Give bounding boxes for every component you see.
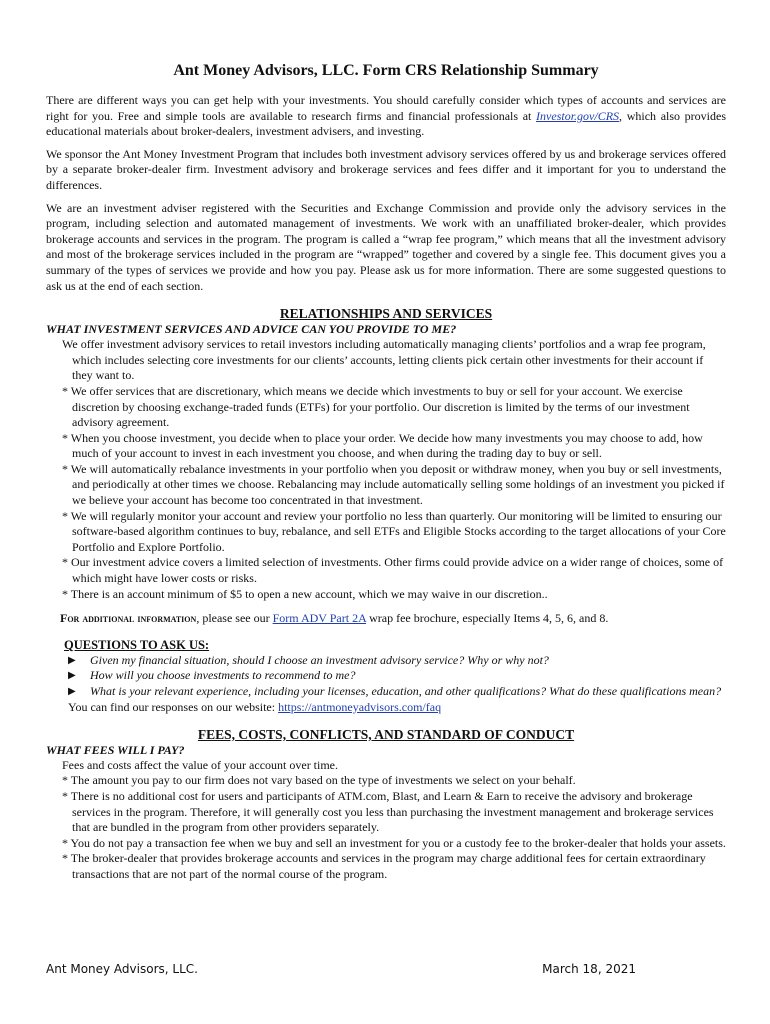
question-text: Given my financial situation, should I choose an investment advisory service? Why or why not? [90, 653, 549, 668]
investor-gov-link[interactable]: Investor.gov/CRS [536, 108, 620, 123]
services-item: We offer investment advisory services to retail investors including automatically managing clients’ portfolios and a wrap fee program, which includes selecting core investments for our clients’ accounts, letting clients pick certain other investments for their account if they want to. [62, 337, 706, 383]
fees-item: * The amount you pay to our firm does not vary based on the type of investments we select on your behalf. [62, 773, 576, 788]
question-item [68, 684, 726, 699]
services-subheading: WHAT INVESTMENT SERVICES AND ADVICE CAN YOU PROVIDE TO ME? [46, 322, 457, 337]
triangle-bullet-icon: ▶ [68, 655, 76, 667]
fees-subheading: WHAT FEES WILL I PAY? [46, 742, 185, 757]
intro-p1-text: There are different ways you can get help with your investments. You should carefully consider which types of accounts and services are right for you. Free and simple tools are available to research firms and financial professionals at [46, 93, 726, 123]
triangle-bullet-icon: ▶ [68, 670, 76, 682]
footer-date: March 18, 2021 [542, 962, 636, 976]
relationships-heading: RELATIONSHIPS AND SERVICES [279, 306, 493, 322]
additional-information [60, 611, 726, 626]
triangle-bullet-icon: ▶ [68, 685, 76, 697]
services-item: * There is an account minimum of $5 to open a new account, which we may waive in our discretion.. [62, 586, 548, 601]
fees-item: * You do not pay a transaction fee when we buy and sell an investment for you or a custody fee to the broker-dealer that holds your assets. [62, 835, 726, 850]
document-page [46, 62, 726, 883]
fees-heading: FEES, COSTS, CONFLICTS, AND STANDARD OF CONDUCT [197, 726, 575, 742]
faq-link[interactable]: https://antmoneyadvisors.com/faq [278, 699, 442, 714]
intro-paragraph-1 [46, 93, 726, 140]
question-item [68, 653, 726, 668]
services-item: * We offer services that are discretionary, which means we decide which investments to buy or sell for your account. We exercise discretion by choosing exchange-traded funds (ETFs) for your portfolio. Our discretion is limited by the terms of our investment advisory agreement. [62, 383, 690, 430]
intro-paragraph-3: We are an investment adviser registered with the Securities and Exchange Commission and provide only the advisory services in the program, including selection and automated management of investments. We work with an unaffiliated broker-dealer, which provides brokerage accounts and services in the program. The program is called a “wrap fee program,” which means that all the investment advisory and most of the brokerage services included in the program are “wrapped” together and covered by a single fee. This document gives you a summary of the types of services we provide and how you pay. Please ask us for more information. There are some suggested questions to ask us at the end of each section. [46, 200, 726, 293]
services-item: * We will regularly monitor your account and review your portfolio no less than quarterly. Our monitoring will be limited to ensuring our software-based algorithm continues to buy, rebalance, and sell ETFs and Eligible Stocks according to the target allocations of your Core Portfolio and Explore Portfolio. [62, 508, 726, 554]
additional-text: , please see our [196, 611, 273, 626]
question-text: How will you choose investments to recommend to me? [90, 668, 356, 683]
question-text: What is your relevant experience, including your licenses, education, and other qualifications? What do these qualifications mean? [90, 683, 722, 698]
question-item [68, 668, 726, 683]
additional-information-label: For additional information [60, 611, 197, 626]
questions-heading: QUESTIONS TO ASK US: [64, 638, 210, 653]
intro-paragraph-2: We sponsor the Ant Money Investment Program that includes both investment advisory services offered by us and brokerage services offered by a separate broker-dealer firm. Investment advisory and brokerage services and fees differ and it important for you to understand the differences. [46, 146, 726, 192]
services-item: * When you choose investment, you decide when to place your order. We decide how many investments you may choose to add, how much of your account to invest in each investment you choose, and when during the trading day to buy or sell. [62, 430, 703, 461]
faq-text: You can find our responses on our website: [68, 699, 279, 714]
fees-item: * There is no additional cost for users and participants of ATM.com, Blast, and Learn & Earn to receive the advisory and brokerage services in the program. Therefore, it will generally cost you less than purchasing the investment management and brokerage services that are bundled in the program from other providers separately. [62, 789, 714, 835]
services-item: * Our investment advice covers a limited selection of investments. Other firms could provide advice on a wider range of choices, some of which might have lower costs or risks. [62, 555, 724, 586]
form-adv-link[interactable]: Form ADV Part 2A [272, 611, 367, 626]
fees-item: * The broker-dealer that provides brokerage accounts and services in the program may charge additional fees for certain extraordinary transactions that are not part of the normal course of the program. [62, 851, 706, 881]
footer-company: Ant Money Advisors, LLC. [46, 962, 198, 976]
document-title: Ant Money Advisors, LLC. Form CRS Relationship Summary [173, 62, 599, 79]
fees-item: Fees and costs affect the value of your account over time. [62, 757, 339, 772]
faq-line [68, 700, 726, 715]
intro-p1-text-after: , which also provides educational materials about broker-dealers, investment advisers, and investing. [46, 108, 727, 139]
services-item: * We will automatically rebalance investments in your portfolio when you deposit or withdraw money, when you buy or sell investments, and periodically at other times we choose. Rebalancing may include automatically selling some holdings of an investment you picked if we believe your account has become too concentrated in that investment. [62, 461, 725, 508]
additional-text-after: wrap fee brochure, especially Items 4, 5, 6, and 8. [366, 611, 609, 626]
